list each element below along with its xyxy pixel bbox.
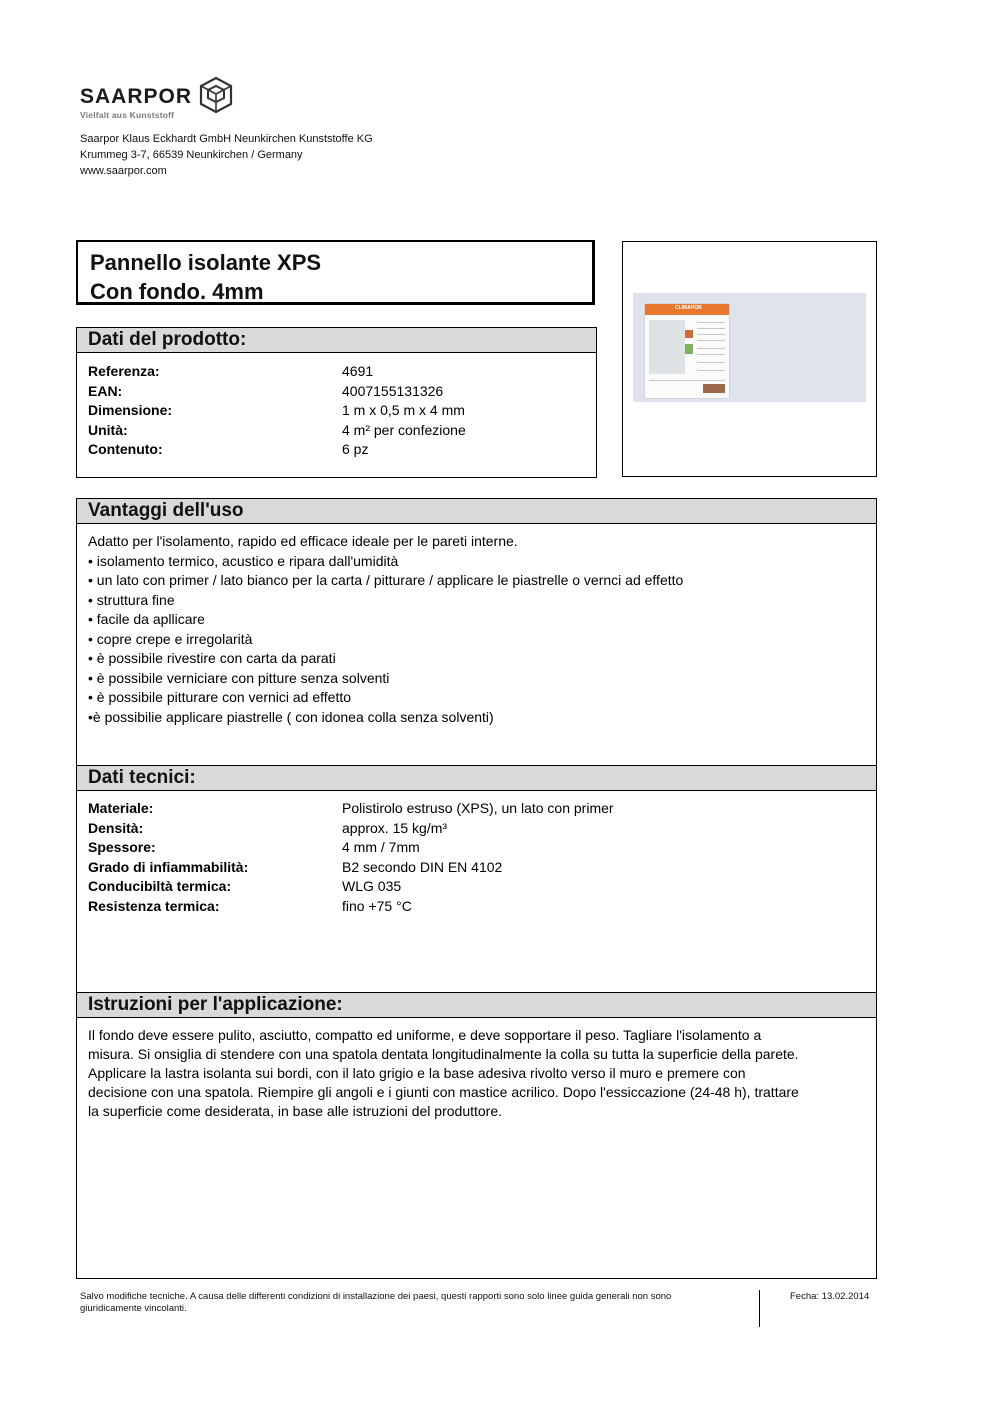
product-title-box (76, 240, 595, 305)
advantages-panel (76, 498, 877, 766)
flyer-text-line (697, 354, 725, 355)
product-flyer-thumbnail (645, 304, 729, 398)
footer-divider (759, 1290, 760, 1327)
company-street: Krummeg 3-7, 66539 Neunkirchen / Germany (80, 149, 303, 161)
technical-data-panel (76, 765, 877, 993)
advantage-item: • è possibile pitturare con vernici ad effetto (88, 689, 352, 705)
flammability-label: Grado di infiammabilità: (88, 858, 249, 875)
flyer-text-line (697, 322, 725, 323)
ean-label: EAN: (88, 382, 123, 399)
company-name: Saarpor Klaus Eckhardt GmbH Neunkirchen Kunststoffe KG (80, 133, 373, 145)
flammability-value: B2 secondo DIN EN 4102 (342, 858, 503, 875)
thickness-value: 4 mm / 7mm (342, 839, 420, 855)
advantages-intro: Adatto per l'isolamento, rapido ed efficace ideale per le pareti interne. (88, 533, 518, 549)
flyer-tile-photo (703, 384, 725, 393)
advantage-item: • copre crepe e irregolarità (88, 630, 253, 647)
advantage-item: •è possibilie applicare piastrelle ( con idonea colla senza solventi) (88, 708, 494, 725)
material-value: Polistirolo estruso (XPS), un lato con primer (342, 800, 614, 816)
density-value: approx. 15 kg/m³ (342, 819, 448, 836)
flyer-text-line (697, 370, 725, 371)
instructions-line: decisione con una spatola. Riempire gli angoli e i giunti con mastice acrilico. Dopo l'essiccazione (24-48 h), trattare (88, 1084, 799, 1100)
material-label: Materiale: (88, 800, 154, 816)
dimension-value: 1 m x 0,5 m x 4 mm (342, 402, 465, 418)
advantages-list (88, 532, 683, 727)
instructions-line: misura. Si onsiglia di stendere con una spatola dentata longitudinalmente la colla su tutta la superficie della parete. (88, 1046, 799, 1062)
product-subtitle: Con fondo. 4mm (90, 279, 264, 304)
footer-disclaimer-line: giuridicamente vincolanti. (80, 1303, 187, 1314)
advantage-item: • struttura fine (88, 591, 175, 608)
footer-disclaimer-line: Salvo modifiche tecniche. A causa delle differenti condizioni di installazione dei paesi, questi rapporti sono solo linee guida generali non sono (80, 1291, 672, 1302)
density-label: Densità: (88, 819, 144, 836)
flyer-header-bar (645, 304, 729, 315)
technical-data-heading: Dati tecnici: (77, 766, 876, 791)
thermal-conductivity-value: WLG 035 (342, 878, 402, 894)
flyer-text-line (697, 362, 725, 363)
content-label: Contenuto: (88, 441, 163, 457)
product-image (633, 293, 866, 402)
advantage-item: • un lato con primer / lato bianco per la carta / pitturare / applicare le piastrelle o vernci ad effetto (88, 572, 684, 588)
advantage-item: • facile da apllicare (88, 611, 205, 627)
product-image-box (622, 241, 877, 477)
flyer-text-line (697, 328, 725, 329)
saarpor-cube-icon (198, 76, 234, 116)
thermal-conductivity-label: Conducibiltà termica: (88, 878, 232, 894)
thermal-resistance-value: fino +75 °C (342, 897, 412, 914)
instructions-panel (76, 992, 877, 1279)
flyer-text-line (649, 380, 725, 381)
flyer-plant-photo (685, 344, 693, 354)
advantage-item: • è possibile rivestire con carta da parati (88, 650, 336, 666)
product-title: Pannello isolante XPS (90, 250, 322, 275)
instructions-line: Applicare la lastra isolanta sui bordi, con il lato grigio e la base adesiva rivolto verso il muro e premere con (88, 1065, 746, 1081)
flyer-text-line (697, 348, 725, 349)
thickness-label: Spessore: (88, 839, 156, 855)
reference-value: 4691 (342, 363, 374, 379)
advantage-item: • isolamento termico, acustico e ripara dall'umidità (88, 552, 399, 569)
instructions-line: Il fondo deve essere pulito, asciutto, compatto ed uniforme, e deve sopportare il peso. Tagliare l'isolamento a (88, 1027, 762, 1043)
thermal-resistance-label: Resistenza termica: (88, 897, 220, 914)
unit-label: Unità: (88, 421, 128, 438)
instructions-heading: Istruzioni per l'applicazione: (77, 993, 876, 1018)
footer-disclaimer (80, 1291, 740, 1315)
flyer-header-text: CLIMAPOR (675, 305, 702, 311)
content-value: 6 pz (342, 441, 369, 457)
dimension-label: Dimensione: (88, 402, 173, 418)
product-data-heading: Dati del prodotto: (77, 328, 596, 353)
product-data-panel (76, 327, 597, 478)
instructions-text (88, 1026, 873, 1121)
logo-tagline: Vielfalt aus Kunststoff (80, 110, 175, 120)
company-address (80, 131, 373, 179)
instructions-line: la superficie come desiderata, in base alle istruzioni del produttore. (88, 1103, 503, 1119)
flyer-text-line (697, 340, 725, 341)
footer-date: Fecha: 13.02.2014 (790, 1291, 870, 1302)
unit-value: 4 m² per confezione (342, 421, 466, 438)
flyer-text-line (697, 334, 725, 335)
reference-label: Referenza: (88, 363, 160, 379)
advantage-item: • è possibile verniciare con pitture senza solventi (88, 669, 390, 686)
logo-wordmark: SAARPOR (80, 85, 193, 108)
flyer-accent-photo (685, 330, 693, 338)
flyer-photo (649, 320, 685, 374)
company-website: www.saarpor.com (80, 165, 167, 177)
ean-value: 4007155131326 (342, 382, 444, 399)
advantages-heading: Vantaggi dell'uso (77, 499, 876, 524)
